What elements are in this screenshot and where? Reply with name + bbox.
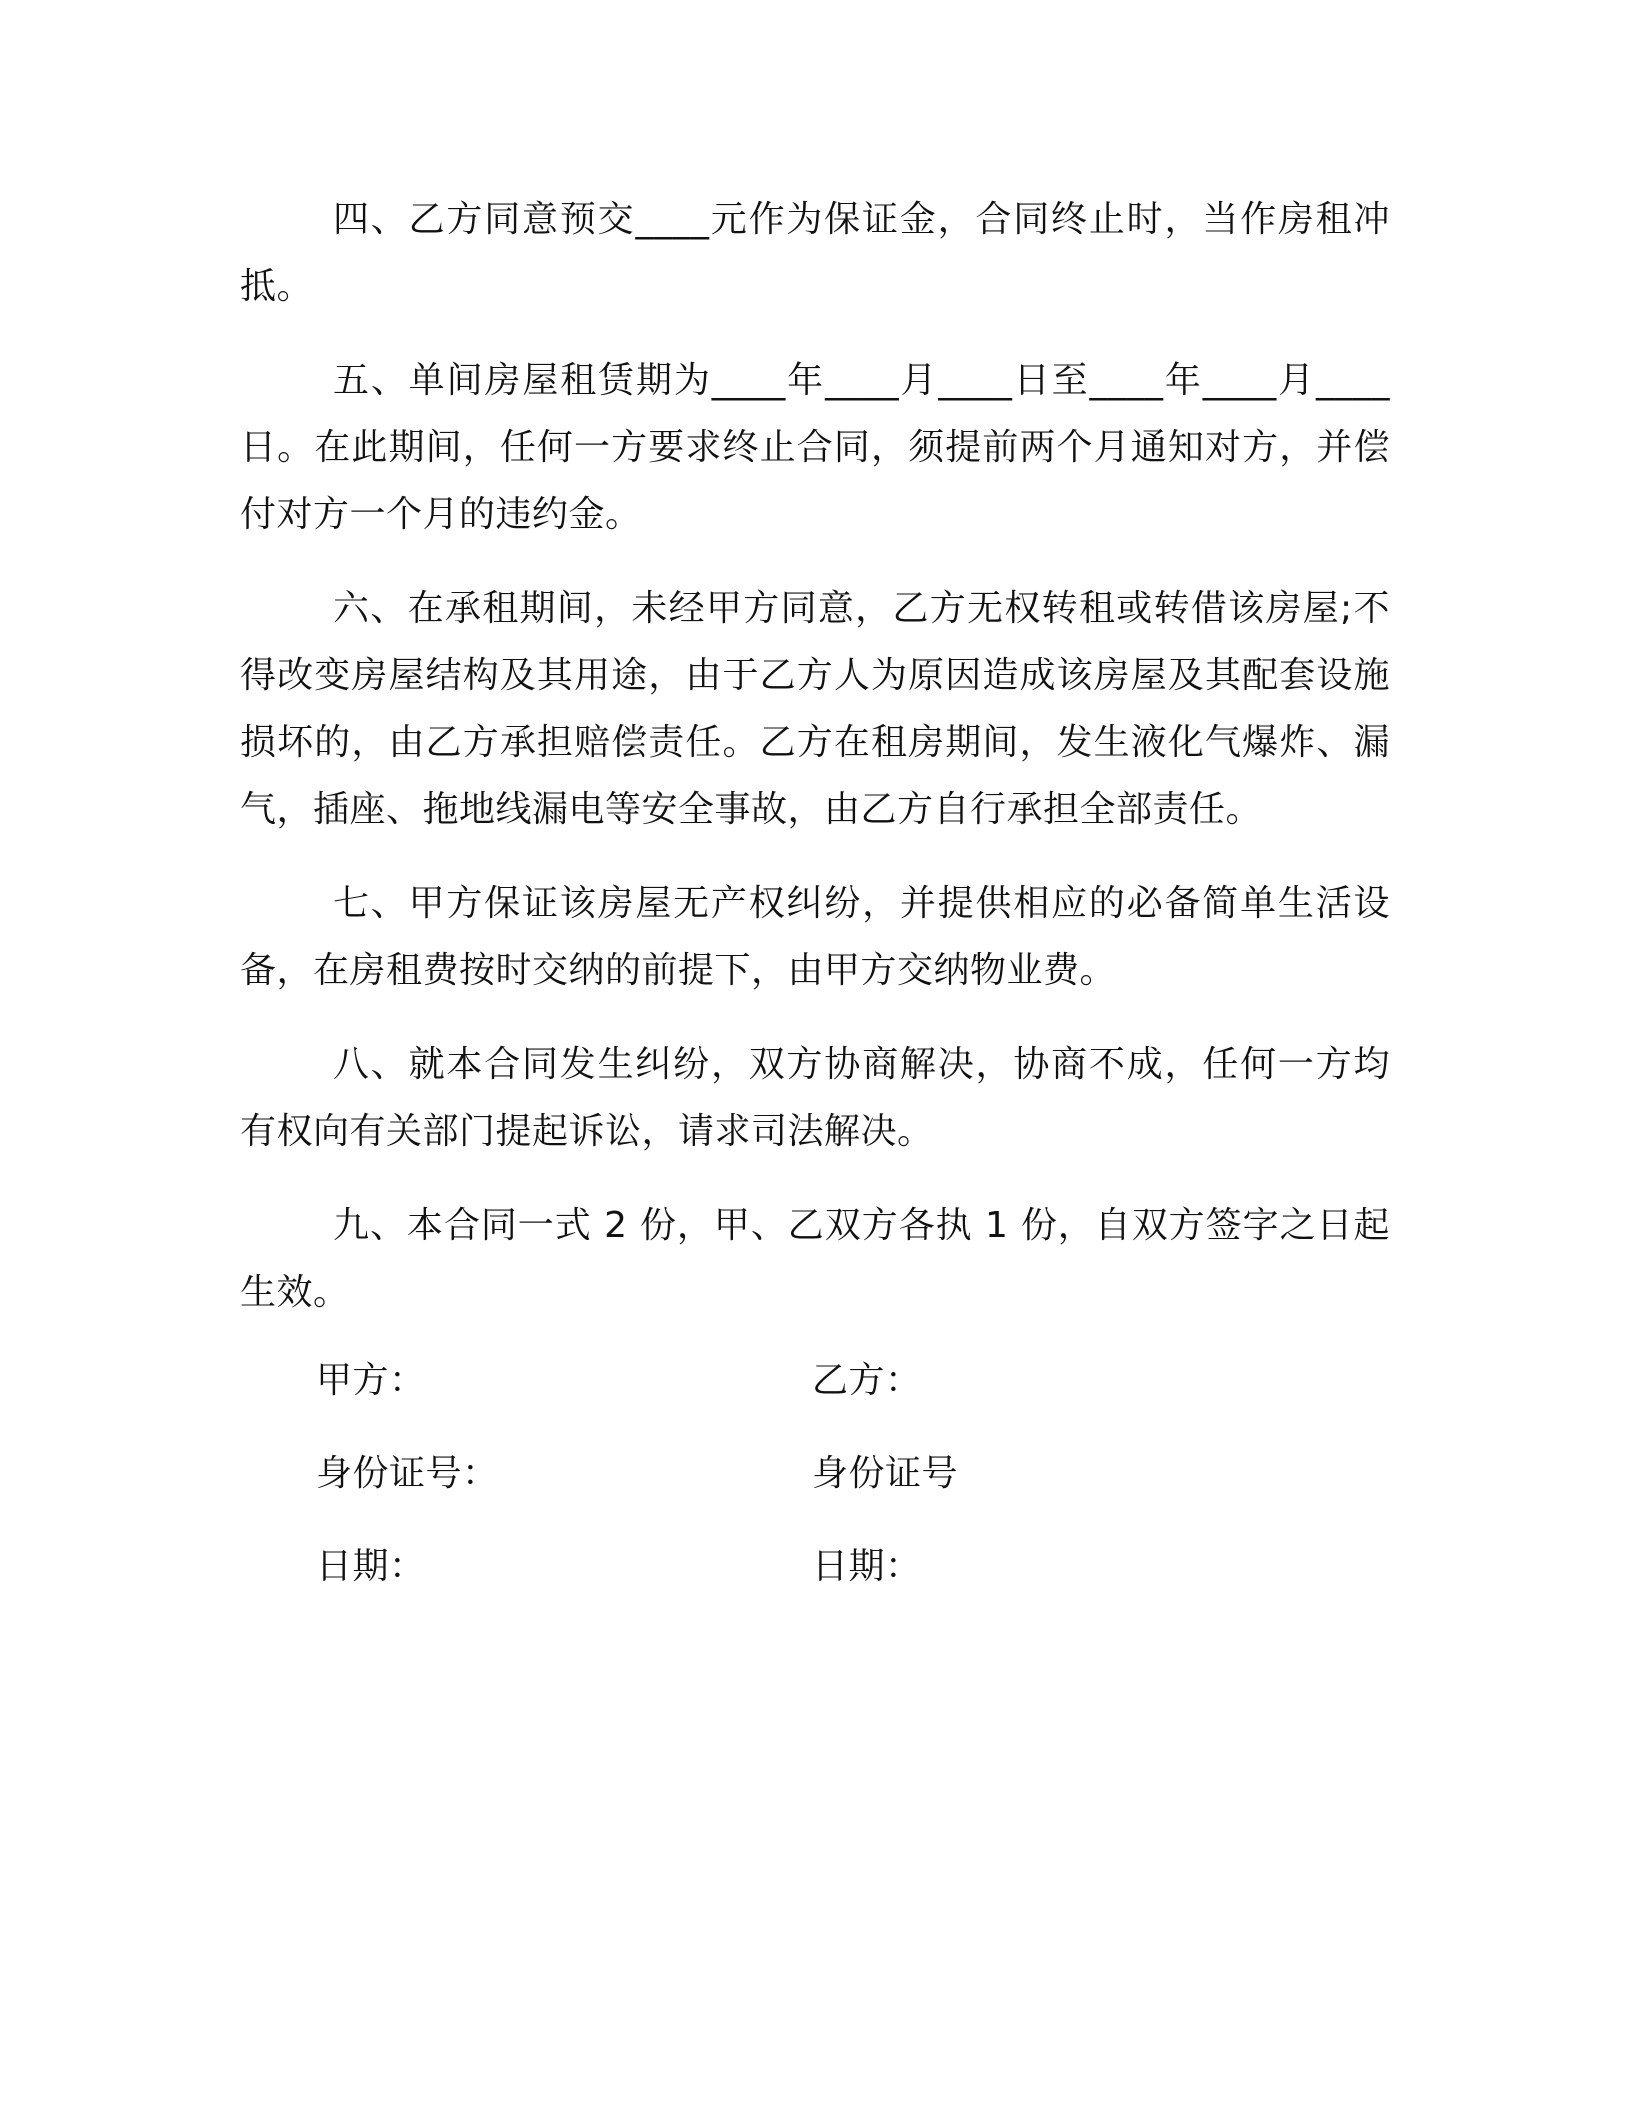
clause-6: 六、在承租期间，未经甲方同意，乙方无权转租或转借该房屋;不得改变房屋结构及其用途，由于乙方人为原因造成该房屋及其配套设施损坏的，由乙方承担赔偿责任。乙方在租房期间，发生液化气爆炸、漏气，插座、拖地线漏电等安全事故，由乙方自行承担全部责任。 <box>240 588 1390 830</box>
contract-body <box>240 186 1390 1353</box>
party-b-id-label: 身份证号 <box>812 1453 959 1494</box>
clause-7: 七、甲方保证该房屋无产权纠纷，并提供相应的必备简单生活设备，在房租费按时交纳的前提下，由甲方交纳物业费。 <box>240 883 1390 991</box>
signature-row-date <box>0 1537 1632 1597</box>
clause-5: 五、单间房屋租赁期为____年____月____日至____年____月____日。在此期间，任何一方要求终止合同，须提前两个月通知对方，并偿付对方一个月的违约金。 <box>240 360 1390 535</box>
party-a-date-label: 日期： <box>316 1546 426 1587</box>
party-b-label: 乙方： <box>812 1360 922 1401</box>
party-a-label: 甲方： <box>316 1360 426 1401</box>
clause-8: 八、就本合同发生纠纷，双方协商解决，协商不成，任何一方均有权向有关部门提起诉讼，请求司法解决。 <box>240 1044 1390 1152</box>
party-b-date-label: 日期： <box>812 1546 922 1587</box>
clause-4: 四、乙方同意预交____元作为保证金，合同终止时，当作房租冲抵。 <box>240 199 1390 307</box>
signature-row-party <box>0 1351 1632 1411</box>
clause-9: 九、本合同一式 2 份，甲、乙双方各执 1 份，自双方签字之日起生效。 <box>240 1205 1390 1313</box>
signature-row-id <box>0 1444 1632 1504</box>
party-a-id-label: 身份证号： <box>316 1453 499 1494</box>
